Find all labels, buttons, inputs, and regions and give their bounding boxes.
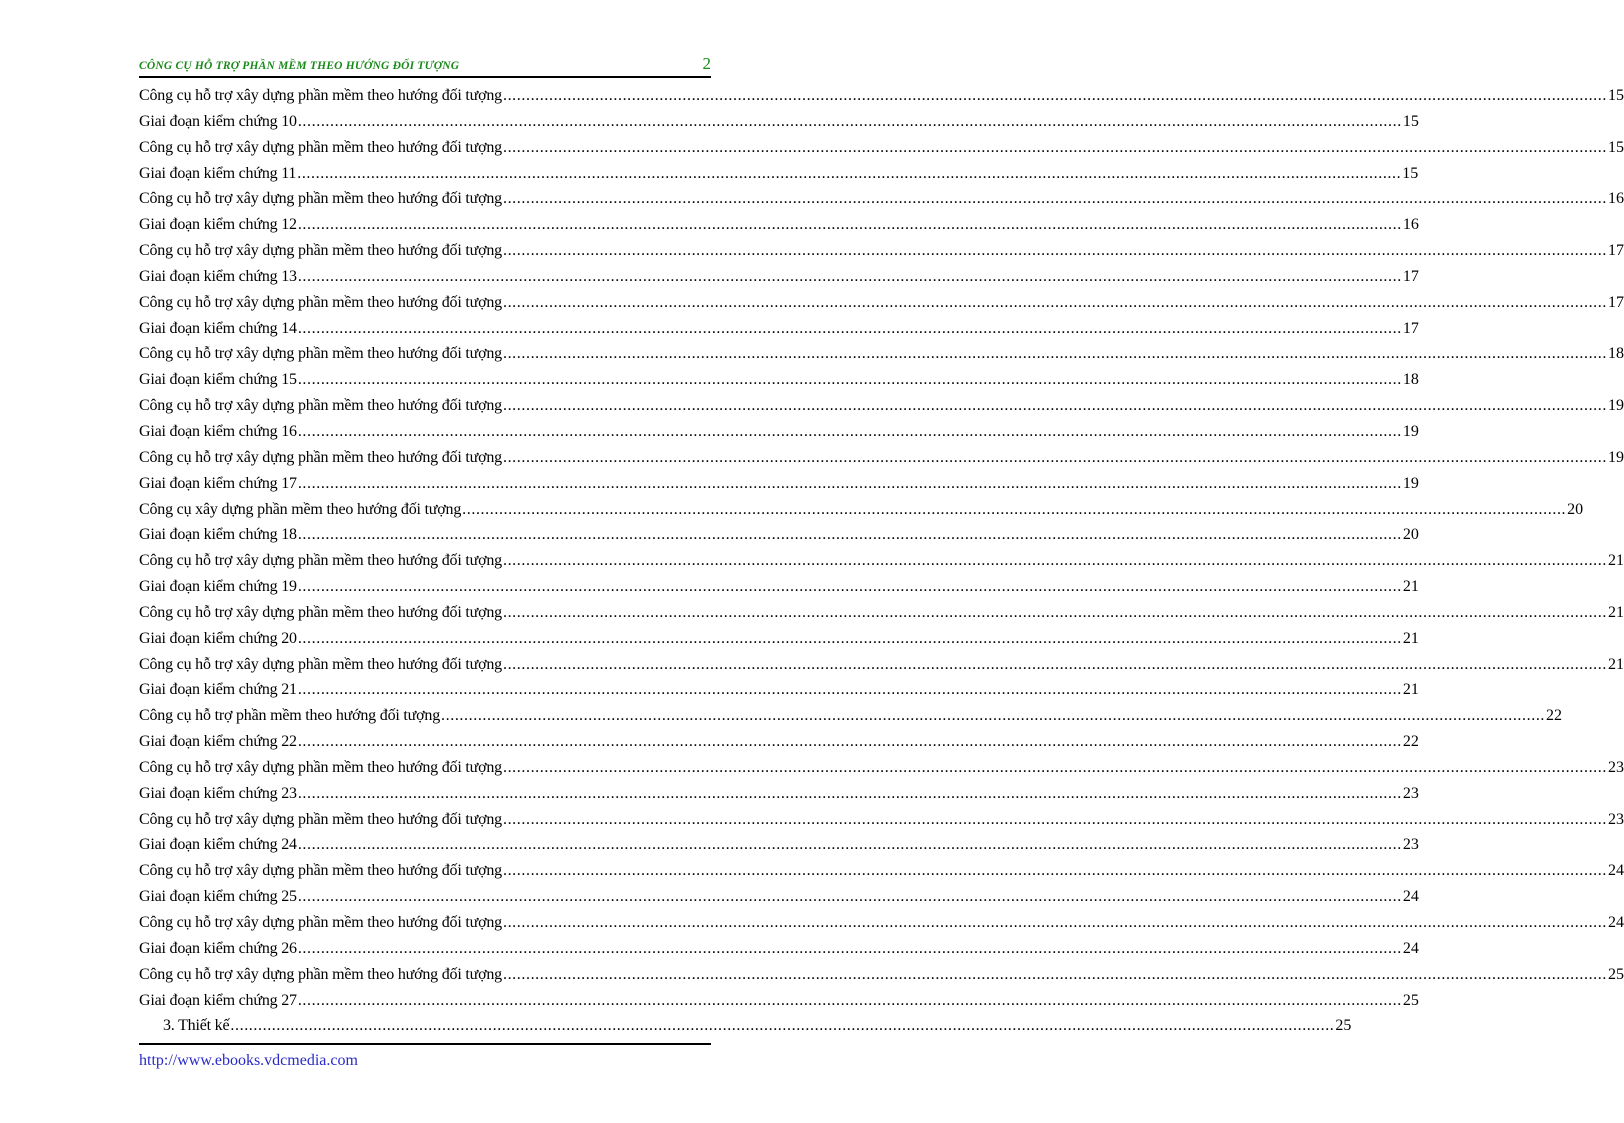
toc-entry[interactable] bbox=[139, 1013, 1352, 1039]
toc-dot-leader: ................................................................................................................................................................................................................................................ bbox=[297, 267, 1402, 285]
toc-dot-leader: ................................................................................................................................................................................................................................................ bbox=[297, 112, 1402, 130]
toc-entry-label: Công cụ hỗ trợ xây dựng phần mềm theo hướng đối tượng bbox=[139, 345, 502, 363]
toc-entry-page: 16 bbox=[1402, 216, 1419, 234]
toc-entry-page: 23 bbox=[1402, 784, 1419, 802]
toc-entry[interactable] bbox=[139, 936, 1419, 962]
toc-entry-label: Giai đoạn kiểm chứng 20 bbox=[139, 629, 297, 647]
toc-entry-label: Giai đoạn kiểm chứng 15 bbox=[139, 371, 297, 389]
toc-entry-label: Công cụ hỗ trợ xây dựng phần mềm theo hướng đối tượng bbox=[139, 810, 502, 828]
toc-dot-leader: ................................................................................................................................................................................................................................................ bbox=[297, 371, 1402, 389]
toc-entry-page: 22 bbox=[1546, 707, 1563, 725]
toc-entry-label: Công cụ hỗ trợ xây dựng phần mềm theo hướng đối tượng bbox=[139, 603, 502, 621]
toc-entry-page: 15 bbox=[1607, 138, 1624, 156]
toc-entry-label: Giai đoạn kiểm chứng 17 bbox=[139, 474, 297, 492]
toc-dot-leader: ................................................................................................................................................................................................................................................ bbox=[502, 655, 1607, 673]
toc-entry[interactable] bbox=[139, 858, 1624, 884]
toc-entry-label: Giai đoạn kiểm chứng 10 bbox=[139, 112, 297, 130]
toc-entry[interactable] bbox=[139, 910, 1624, 936]
toc-entry-page: 21 bbox=[1402, 681, 1419, 699]
toc-entry-page: 17 bbox=[1402, 267, 1419, 285]
toc-entry-page: 21 bbox=[1402, 629, 1419, 647]
toc-dot-leader: ................................................................................................................................................................................................................................................ bbox=[502, 138, 1607, 156]
toc-entry-page: 19 bbox=[1607, 397, 1624, 415]
toc-dot-leader: ................................................................................................................................................................................................................................................ bbox=[297, 681, 1402, 699]
toc-dot-leader: ................................................................................................................................................................................................................................................ bbox=[502, 190, 1607, 208]
toc-entry-page: 15 bbox=[1402, 112, 1419, 130]
toc-entry-label: Công cụ hỗ trợ xây dựng phần mềm theo hướng đối tượng bbox=[139, 242, 502, 260]
table-of-contents bbox=[139, 83, 1624, 1039]
toc-entry-page: 23 bbox=[1607, 758, 1624, 776]
toc-entry[interactable] bbox=[139, 341, 1624, 367]
toc-entry-label: Công cụ hỗ trợ xây dựng phần mềm theo hướng đối tượng bbox=[139, 655, 502, 673]
toc-entry[interactable] bbox=[139, 807, 1624, 833]
toc-entry-page: 21 bbox=[1607, 603, 1624, 621]
toc-dot-leader: ................................................................................................................................................................................................................................................ bbox=[297, 422, 1402, 440]
toc-dot-leader: ................................................................................................................................................................................................................................................ bbox=[502, 242, 1607, 260]
toc-entry[interactable] bbox=[139, 729, 1419, 755]
toc-dot-leader: ................................................................................................................................................................................................................................................ bbox=[297, 733, 1402, 751]
toc-entry-page: 17 bbox=[1402, 319, 1419, 337]
toc-entry-page: 17 bbox=[1607, 293, 1624, 311]
toc-entry-label: Công cụ hỗ trợ xây dựng phần mềm theo hướng đối tượng bbox=[139, 862, 502, 880]
toc-entry[interactable] bbox=[139, 600, 1624, 626]
toc-dot-leader: ................................................................................................................................................................................................................................................ bbox=[502, 810, 1607, 828]
toc-dot-leader: ................................................................................................................................................................................................................................................ bbox=[297, 319, 1402, 337]
toc-dot-leader: ................................................................................................................................................................................................................................................ bbox=[297, 836, 1402, 854]
toc-dot-leader: ................................................................................................................................................................................................................................................ bbox=[502, 448, 1607, 466]
toc-dot-leader: ................................................................................................................................................................................................................................................ bbox=[297, 784, 1402, 802]
toc-entry[interactable] bbox=[139, 367, 1419, 393]
toc-dot-leader: ................................................................................................................................................................................................................................................ bbox=[297, 629, 1402, 647]
toc-entry-page: 21 bbox=[1607, 552, 1624, 570]
toc-entry[interactable] bbox=[139, 445, 1624, 471]
toc-entry-label: Giai đoạn kiểm chứng 23 bbox=[139, 784, 297, 802]
toc-entry-page: 21 bbox=[1402, 578, 1419, 596]
toc-entry[interactable] bbox=[139, 471, 1419, 497]
toc-entry[interactable] bbox=[139, 703, 1563, 729]
toc-dot-leader: ................................................................................................................................................................................................................................................ bbox=[297, 888, 1402, 906]
toc-dot-leader: ................................................................................................................................................................................................................................................ bbox=[502, 862, 1607, 880]
toc-entry-page: 24 bbox=[1607, 914, 1624, 931]
toc-dot-leader: ................................................................................................................................................................................................................................................ bbox=[297, 526, 1402, 544]
toc-dot-leader: ................................................................................................................................................................................................................................................ bbox=[502, 552, 1607, 570]
toc-entry-page: 16 bbox=[1607, 190, 1624, 208]
toc-entry-label: Công cụ hỗ trợ xây dựng phần mềm theo hướng đối tượng bbox=[139, 138, 502, 156]
toc-entry-label: 3. Thiết kế bbox=[163, 1017, 230, 1035]
toc-entry-page: 20 bbox=[1567, 500, 1584, 518]
toc-dot-leader: ................................................................................................................................................................................................................................................ bbox=[502, 397, 1607, 415]
toc-entry[interactable] bbox=[139, 626, 1419, 652]
toc-entry-label: Công cụ hỗ trợ xây dựng phần mềm theo hướng đối tượng bbox=[139, 552, 502, 570]
toc-entry[interactable] bbox=[139, 781, 1419, 807]
toc-entry-page: 19 bbox=[1402, 474, 1419, 492]
toc-entry-page: 25 bbox=[1335, 1017, 1352, 1035]
toc-entry-label: Công cụ hỗ trợ xây dựng phần mềm theo hướng đối tượng bbox=[139, 914, 502, 931]
toc-dot-leader: ................................................................................................................................................................................................................................................ bbox=[297, 939, 1402, 957]
toc-entry[interactable] bbox=[139, 419, 1419, 445]
toc-entry-page: 15 bbox=[1607, 87, 1624, 104]
toc-entry-label: Công cụ hỗ trợ xây dựng phần mềm theo hướng đối tượng bbox=[139, 293, 502, 311]
toc-entry-label: Giai đoạn kiểm chứng 14 bbox=[139, 319, 297, 337]
toc-entry-page: 23 bbox=[1402, 836, 1419, 854]
toc-entry[interactable] bbox=[139, 652, 1624, 678]
toc-entry-page: 22 bbox=[1402, 733, 1419, 751]
toc-entry-page: 23 bbox=[1607, 810, 1624, 828]
toc-entry-label: Công cụ xây dựng phần mềm theo hướng đối tượng bbox=[139, 500, 462, 518]
toc-entry-label: Giai đoạn kiểm chứng 11 bbox=[139, 164, 297, 182]
toc-dot-leader: ................................................................................................................................................................................................................................................ bbox=[297, 216, 1402, 234]
toc-dot-leader: ................................................................................................................................................................................................................................................ bbox=[462, 500, 1567, 518]
toc-entry-page: 18 bbox=[1402, 371, 1419, 389]
toc-dot-leader: ................................................................................................................................................................................................................................................ bbox=[297, 164, 1402, 182]
toc-entry[interactable] bbox=[139, 832, 1419, 858]
toc-dot-leader: ................................................................................................................................................................................................................................................ bbox=[297, 991, 1402, 1009]
toc-entry-page: 24 bbox=[1402, 939, 1419, 957]
toc-entry-label: Giai đoạn kiểm chứng 27 bbox=[139, 991, 297, 1009]
toc-entry-label: Công cụ hỗ trợ phần mềm theo hướng đối tượng bbox=[139, 707, 441, 725]
toc-entry[interactable] bbox=[139, 264, 1419, 290]
toc-entry-page: 21 bbox=[1607, 655, 1624, 673]
page-header bbox=[139, 54, 711, 78]
toc-dot-leader: ................................................................................................................................................................................................................................................ bbox=[502, 87, 1607, 104]
toc-entry-label: Giai đoạn kiểm chứng 22 bbox=[139, 733, 297, 751]
toc-entry[interactable] bbox=[139, 522, 1419, 548]
toc-entry[interactable] bbox=[139, 212, 1419, 238]
toc-dot-leader: ................................................................................................................................................................................................................................................ bbox=[297, 578, 1402, 596]
header-title: CÔNG CỤ HỖ TRỢ PHẦN MỀM THEO HƯỚNG ĐỐI TƯỢNG bbox=[139, 60, 460, 72]
toc-entry-page: 15 bbox=[1402, 164, 1419, 182]
toc-entry-page: 25 bbox=[1607, 965, 1624, 983]
toc-dot-leader: ................................................................................................................................................................................................................................................ bbox=[502, 758, 1607, 776]
toc-entry-label: Giai đoạn kiểm chứng 21 bbox=[139, 681, 297, 699]
toc-entry[interactable] bbox=[139, 548, 1624, 574]
toc-entry[interactable] bbox=[139, 574, 1419, 600]
toc-entry-label: Giai đoạn kiểm chứng 16 bbox=[139, 422, 297, 440]
toc-entry-label: Giai đoạn kiểm chứng 12 bbox=[139, 216, 297, 234]
page-number: 2 bbox=[702, 54, 711, 73]
toc-entry[interactable] bbox=[139, 290, 1624, 316]
toc-entry-page: 18 bbox=[1607, 345, 1624, 363]
toc-entry[interactable] bbox=[139, 988, 1419, 1014]
toc-dot-leader: ................................................................................................................................................................................................................................................ bbox=[502, 345, 1607, 363]
toc-dot-leader: ................................................................................................................................................................................................................................................ bbox=[297, 474, 1402, 492]
toc-entry-page: 17 bbox=[1607, 242, 1624, 260]
toc-entry[interactable] bbox=[139, 83, 1624, 109]
toc-entry-label: Công cụ hỗ trợ xây dựng phần mềm theo hướng đối tượng bbox=[139, 190, 502, 208]
toc-entry-label: Công cụ hỗ trợ xây dựng phần mềm theo hướng đối tượng bbox=[139, 965, 502, 983]
toc-entry-page: 20 bbox=[1402, 526, 1419, 544]
toc-entry-label: Công cụ hỗ trợ xây dựng phần mềm theo hướng đối tượng bbox=[139, 758, 502, 776]
toc-entry[interactable] bbox=[139, 677, 1419, 703]
toc-entry-page: 25 bbox=[1402, 991, 1419, 1009]
toc-entry-page: 24 bbox=[1607, 862, 1624, 880]
toc-entry-page: 19 bbox=[1607, 448, 1624, 466]
toc-entry-page: 24 bbox=[1402, 888, 1419, 906]
toc-entry-page: 19 bbox=[1402, 422, 1419, 440]
toc-entry-label: Công cụ hỗ trợ xây dựng phần mềm theo hướng đối tượng bbox=[139, 397, 502, 415]
toc-entry[interactable] bbox=[139, 161, 1419, 187]
toc-entry-label: Giai đoạn kiểm chứng 19 bbox=[139, 578, 297, 596]
toc-dot-leader: ................................................................................................................................................................................................................................................ bbox=[502, 603, 1607, 621]
toc-entry-label: Giai đoạn kiểm chứng 25 bbox=[139, 888, 297, 906]
footer-website-link[interactable]: http://www.ebooks.vdcmedia.com bbox=[139, 1052, 358, 1069]
toc-entry[interactable] bbox=[139, 393, 1624, 419]
toc-entry-label: Giai đoạn kiểm chứng 24 bbox=[139, 836, 297, 854]
toc-dot-leader: ................................................................................................................................................................................................................................................ bbox=[230, 1017, 1335, 1035]
toc-entry-label: Giai đoạn kiểm chứng 13 bbox=[139, 267, 297, 285]
toc-entry[interactable] bbox=[139, 962, 1624, 988]
toc-entry[interactable] bbox=[139, 238, 1624, 264]
toc-entry[interactable] bbox=[139, 186, 1624, 212]
toc-entry[interactable] bbox=[139, 884, 1419, 910]
toc-entry-label: Giai đoạn kiểm chứng 26 bbox=[139, 939, 297, 957]
toc-entry[interactable] bbox=[139, 755, 1624, 781]
toc-entry-label: Công cụ hỗ trợ xây dựng phần mềm theo hướng đối tượng bbox=[139, 448, 502, 466]
toc-entry-label: Công cụ hỗ trợ xây dựng phần mềm theo hướng đối tượng bbox=[139, 87, 502, 104]
toc-entry[interactable] bbox=[139, 109, 1419, 135]
toc-entry[interactable] bbox=[139, 135, 1624, 161]
toc-dot-leader: ................................................................................................................................................................................................................................................ bbox=[502, 914, 1607, 931]
footer-divider bbox=[139, 1043, 711, 1045]
toc-dot-leader: ................................................................................................................................................................................................................................................ bbox=[502, 293, 1607, 311]
toc-entry-label: Giai đoạn kiểm chứng 18 bbox=[139, 526, 297, 544]
toc-dot-leader: ................................................................................................................................................................................................................................................ bbox=[441, 707, 1546, 725]
toc-entry[interactable] bbox=[139, 497, 1584, 523]
toc-entry[interactable] bbox=[139, 316, 1419, 342]
toc-dot-leader: ................................................................................................................................................................................................................................................ bbox=[502, 965, 1607, 983]
